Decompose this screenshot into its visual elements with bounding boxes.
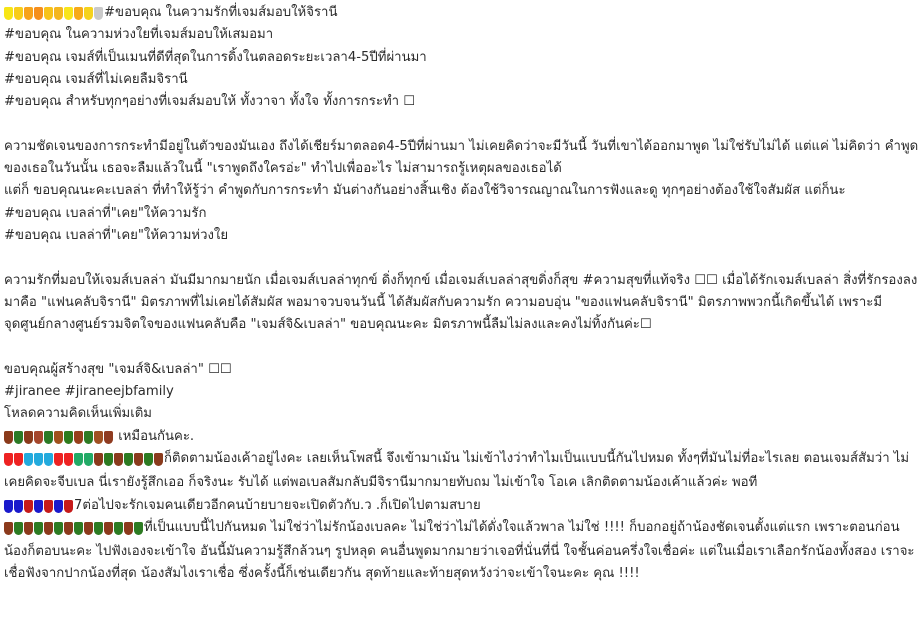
hashtags-english: #jiranee #jiraneejbfamily [4, 384, 174, 400]
emoji-swatch [84, 7, 93, 20]
thanks-line: ขอบคุณผู้สร้างสุข "เจมส์จิ&เบลล่า" ☐☐ [4, 361, 232, 377]
emoji-swatch [24, 7, 33, 20]
emoji-swatch [24, 522, 33, 535]
emoji-swatch [94, 431, 103, 444]
emoji-swatch [34, 7, 43, 20]
hashtag-line-1 [4, 2, 920, 24]
emoji-swatch [84, 431, 93, 444]
emoji-swatch [84, 522, 93, 535]
hashtag-line-6: #ขอบคุณ เบลล่าที่"เคย"ให้ความรัก [4, 205, 207, 221]
hashtag-line-3: #ขอบคุณ เจมส์ที่เป็นเมนที่ดีที่สุดในการดิ้งในตลอดระยะเวลา4-5ปีที่ผ่านมา [4, 49, 427, 65]
comment-2 [4, 448, 920, 495]
emoji-swatch [44, 522, 53, 535]
emoji-swatch [54, 453, 63, 466]
emoji-swatch [74, 7, 83, 20]
emoji-swatch [14, 7, 23, 20]
emoji-swatch [64, 431, 73, 444]
hashtag-line-5: #ขอบคุณ สำหรับทุกๆอย่างที่เจมส์มอบให้ ทั้งวาจา ทั้งใจ ทั้งการกระทำ ☐ [4, 94, 416, 110]
emoji-strip-hearts [4, 4, 104, 24]
emoji-swatch [44, 431, 53, 444]
comment-text: เหมือนกันคะ. [118, 428, 195, 444]
emoji-swatch [64, 500, 73, 513]
emoji-swatch [44, 500, 53, 513]
comment-1 [4, 426, 920, 448]
emoji-strip-comment-1 [4, 428, 114, 448]
comment-4 [4, 517, 920, 586]
emoji-swatch [84, 453, 93, 466]
hashtag-text: #ขอบคุณ ในความรักที่เจมส์มอบให้จิรานี [104, 5, 338, 20]
emoji-swatch [54, 431, 63, 444]
emoji-swatch [34, 453, 43, 466]
emoji-swatch [104, 522, 113, 535]
spacer [4, 247, 920, 269]
emoji-swatch [54, 500, 63, 513]
emoji-swatch [104, 453, 113, 466]
spacer [4, 113, 920, 135]
emoji-swatch [74, 431, 83, 444]
emoji-swatch [124, 522, 133, 535]
emoji-swatch [24, 500, 33, 513]
comment-text: ที่เป็นแบบนี้ไปกันหมด ไม่ใช่ว่าไม่รักน้องเบลคะ ไม่ใช่ว่าไม่ได้ดั่งใจแล้วพาล ไม่ใช่ !!!! ก็บอกอยู่ถ้าน้องชัดเจนตั้งแต่แรก เพราะตอนก่อนน้องก็ตอบนะคะ ไปฟังเองจะเข้าใจ อันนี้มันความรู้สึกล้วนๆ รูปหลุด คนอื่นพูดมากมายว่าเจอที่นั่นที่นี่ ใจชั้นค่อนครึ่งใจเชื่อค่ะ แต่ในเมื่อเราเลือกรักน้องทั้งสอง เราจะเชื่อฟังจากปากน้องที่สุด น้องสัมไงเราเชื่อ ซึ่งครั้งนี้ก็เช่นเดียวกัน สุดท้ายและท้ายสุดหวังว่าจะเข้าใจนะคะ คุณ !!!! [4, 519, 915, 582]
comment-text: 7ต่อไปจะรักเจมคนเดียวอีกคนบ้ายบายจะเปิดตัวกับ.ว .ก็เปิดไปตามสบาย [74, 497, 481, 513]
paragraph-1: ความชัดเจนของการกระทำมีอยู่ในตัวของมันเอง ถึงได้เชียร์มาตลอด4-5ปีที่ผ่านมา ไม่เคยคิดว่าจะมีวันนี้ วันที่เขาได้ออกมาพูด ไม่ใช่รับไม่ได้ แต่แค่ ไม่คิดว่า คำพูดของเธอในวันนั้น เธอจะลืมแล้วในนี้ "เราพูดถึงใครอ่ะ" ทำไปเพื่ออะไร ไม่สามารถรู้เหตุผลของเธอได้ [4, 138, 919, 177]
emoji-swatch [24, 431, 33, 444]
hashtag-line-7: #ขอบคุณ เบลล่าที่"เคย"ให้ความห่วงใย [4, 227, 229, 243]
emoji-strip-comment-2 [4, 450, 164, 472]
emoji-strip-comment-3 [4, 497, 74, 517]
emoji-swatch [124, 453, 133, 466]
emoji-swatch [94, 7, 103, 20]
emoji-swatch [64, 453, 73, 466]
hashtag-line-2: #ขอบคุณ ในความห่วงใยที่เจมส์มอบให้เสมอมา [4, 27, 274, 43]
load-more-comments-link[interactable]: โหลดความคิดเห็นเพิ่มเติม [4, 406, 153, 422]
emoji-swatch [64, 522, 73, 535]
emoji-strip-comment-4 [4, 519, 144, 541]
emoji-swatch [14, 431, 23, 444]
paragraph-2: แต่ก็ ขอบคุณนะคะเบลล่า ที่ทำให้รู้ว่า คำพูดกับการกระทำ มันต่างกันอย่างสิ้นเชิง ต้องใช้วิจารณญาณในการฟังและดู ทุกๆอย่างต้องใช้ใจสัมผัส แต่ก็นะ [4, 183, 846, 199]
emoji-swatch [94, 522, 103, 535]
hashtag-line-4: #ขอบคุณ เจมส์ที่ไม่เคยลืมจิรานี [4, 71, 188, 87]
emoji-swatch [154, 453, 163, 466]
emoji-swatch [64, 7, 73, 20]
comment-3 [4, 495, 920, 517]
comment-text: ก็ติดตามน้องเค้าอยู่ไงคะ เลยเห็นโพสนี้ จึงเข้ามาเม้น ไม่เข้าไงว่าทำไมเป็นแบบนี้กันไปหมด ทั้งๆที่มันไม่ที่อะไรเลย ตอนเจมส์สัมว่า ไม่เคยคิดจะจีบเบล นี่เรายังรู้สึกเออ ก็จริงนะ รับได้ แต่พอเบลสัมกลับมีจิรานีมากมายทับถม ไม่เข้าใจ โอเค เลิกติดตามน้องเค้าแล้วค่ะ พอที [4, 450, 910, 491]
emoji-swatch [24, 453, 33, 466]
emoji-swatch [94, 453, 103, 466]
emoji-swatch [4, 453, 13, 466]
emoji-swatch [14, 500, 23, 513]
emoji-swatch [134, 522, 143, 535]
paragraph-3: ความรักที่มอบให้เจมส์เบลล่า มันมีมากมายนัก เมื่อเจมส์เบลล่าทุกข์ ดิ่งก็ทุกข์ เมื่อเจมส์เบลล่าสุขดิ่งก็สุข #ความสุขที่แท้จริง ☐☐ เมื่อได้รักเจมส์เบลล่า สิ่งที่รักรองลงมาคือ "แฟนคลับจิรานี" มิตรภาพที่ไม่เคยได้สัมผัส พอมาจวบจนวันนี้ ได้สัมผัสกับความรัก ความอบอุ่น "ของแฟนคลับจิรานี" มิตรภาพพวกนี้เกิดขึ้นได้ เพราะมี จุดศูนย์กลางศูนย์รวมจิตใจของแฟนคลับคือ "เจมส์จิ&เบลล่า" ขอบคุณนะคะ มิตรภาพนี้ลืมไม่ลงและคงไม่ทิ้งกันค่ะ☐ [4, 272, 918, 333]
emoji-swatch [14, 522, 23, 535]
emoji-swatch [104, 431, 113, 444]
spacer [4, 336, 920, 358]
emoji-swatch [114, 453, 123, 466]
emoji-swatch [34, 431, 43, 444]
emoji-swatch [34, 522, 43, 535]
emoji-swatch [74, 522, 83, 535]
emoji-swatch [4, 500, 13, 513]
emoji-swatch [44, 453, 53, 466]
emoji-swatch [54, 522, 63, 535]
emoji-swatch [34, 500, 43, 513]
emoji-swatch [114, 522, 123, 535]
emoji-swatch [74, 453, 83, 466]
emoji-swatch [44, 7, 53, 20]
emoji-swatch [54, 7, 63, 20]
emoji-swatch [134, 453, 143, 466]
emoji-swatch [14, 453, 23, 466]
emoji-swatch [144, 453, 153, 466]
emoji-swatch [4, 431, 13, 444]
emoji-swatch [4, 522, 13, 535]
emoji-swatch [4, 7, 13, 20]
